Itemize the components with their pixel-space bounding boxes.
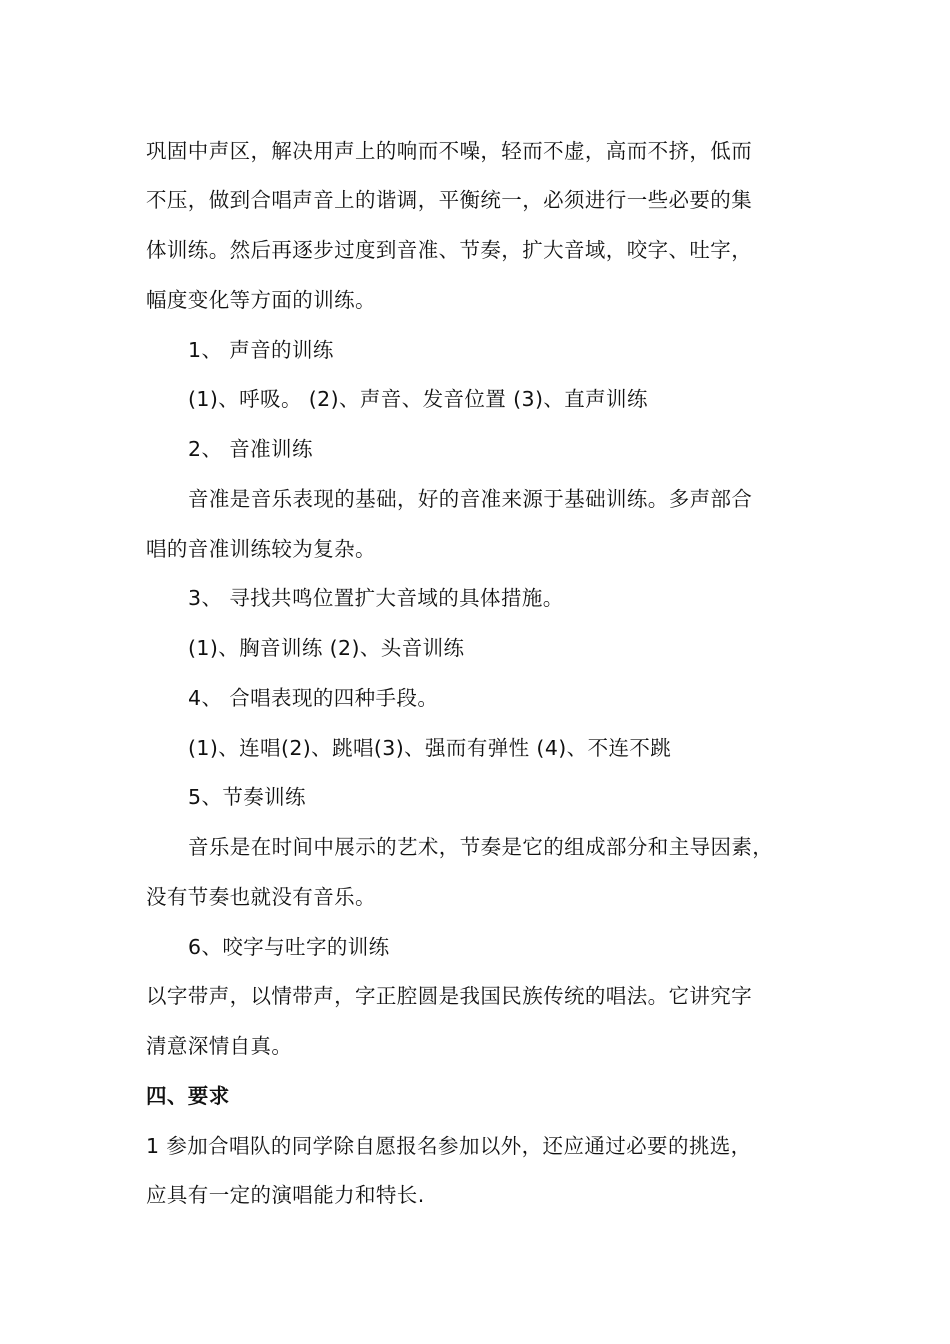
section-heading-6: 6、咬字与吐字的训练 [188,935,390,959]
paragraph-line: 巩固中声区，解决用声上的响而不噪，轻而不虚，高而不挤，低而 [146,139,753,163]
paragraph-line: 音准是音乐表现的基础，好的音准来源于基础训练。多声部合 [188,487,753,511]
paragraph-line: 体训练。然后再逐步过度到音准、节奏，扩大音域，咬字、吐字， [146,238,753,262]
section-heading-3: 3、 寻找共鸣位置扩大音域的具体措施。 [188,586,564,610]
list-line: (1)、胸音训练 (2)、头音训练 [188,636,465,660]
paragraph-line: 幅度变化等方面的训练。 [146,288,376,312]
list-line: (1)、连唱(2)、跳唱(3)、强而有弹性 (4)、不连不跳 [188,736,672,760]
section-title-requirements: 四、要求 [146,1084,230,1108]
paragraph-line: 唱的音准训练较为复杂。 [146,537,376,561]
section-heading-4: 4、 合唱表现的四种手段。 [188,686,439,710]
list-line: (1)、呼吸。 (2)、声音、发音位置 (3)、直声训练 [188,387,648,411]
paragraph-line: 清意深情自真。 [146,1034,293,1058]
paragraph-line: 应具有一定的演唱能力和特长. [146,1183,425,1207]
section-heading-5: 5、节奏训练 [188,785,306,809]
paragraph-line: 1 参加合唱队的同学除自愿报名参加以外，还应通过必要的挑选， [146,1134,752,1158]
paragraph-line: 没有节奏也就没有音乐。 [146,885,376,909]
section-heading-1: 1、 声音的训练 [188,338,334,362]
paragraph-line: 不压，做到合唱声音上的谐调，平衡统一，必须进行一些必要的集 [146,188,753,212]
paragraph-line: 以字带声，以情带声，字正腔圆是我国民族传统的唱法。它讲究字 [146,984,753,1008]
paragraph-line: 音乐是在时间中展示的艺术，节奏是它的组成部分和主导因素， [188,835,774,859]
section-heading-2: 2、 音准训练 [188,437,313,461]
